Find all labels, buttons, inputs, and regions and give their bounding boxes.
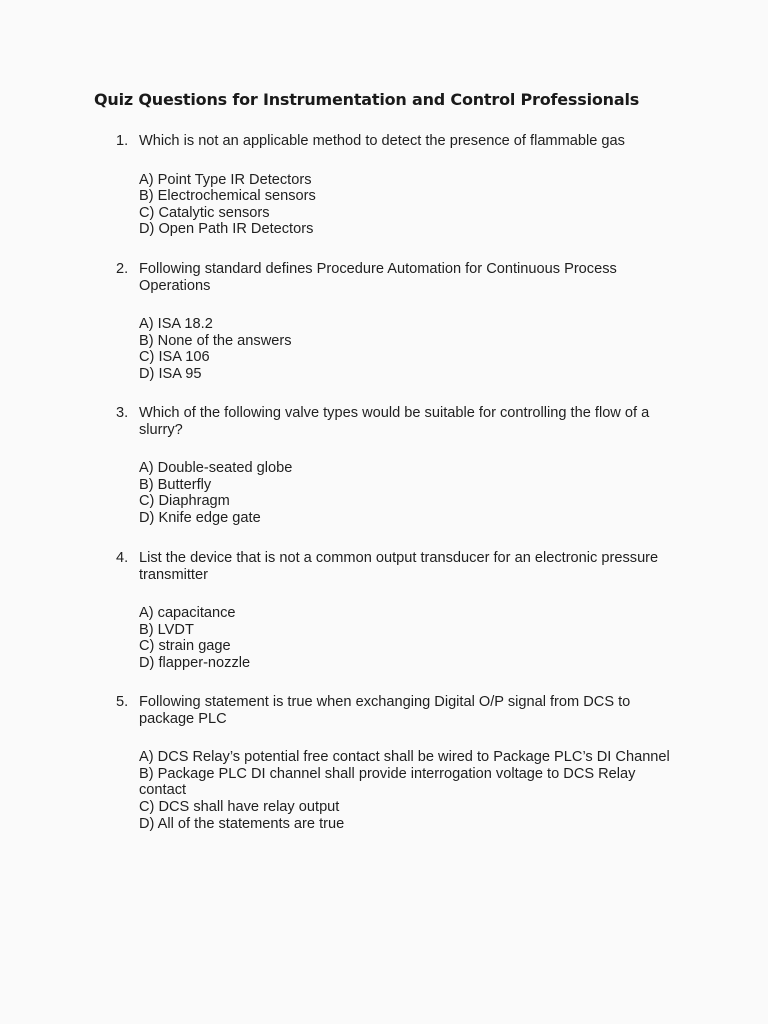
answer-option-a: A) ISA 18.2 [139,316,213,333]
question-header [116,261,676,294]
answer-option-c: C) Diaphragm [139,493,230,510]
question-text: Following statement is true when exchanging Digital O/P signal from DCS to package PLC [139,694,631,727]
question-number: 5. [116,694,129,710]
answer-option-b: B) LVDT [139,621,194,638]
question-number: 3. [116,405,129,421]
answer-options [139,460,676,526]
question-2 [116,261,676,383]
answer-option-b: B) Package PLC DI channel shall provide interrogation voltage to DCS Relay contact [139,765,636,799]
answer-option-a: A) Point Type IR Detectors [139,171,312,188]
answer-option-b: B) Electrochemical sensors [139,188,316,205]
question-header [116,405,676,438]
question-text: Which of the following valve types would be suitable for controlling the flow of a slurry? [139,405,650,438]
answer-option-d: D) Open Path IR Detectors [139,221,314,238]
question-text: List the device that is not a common output transducer for an electronic pressure transmitter [139,550,659,583]
answer-option-a: A) capacitance [139,605,236,622]
question-header [116,550,676,583]
answer-option-a: A) DCS Relay’s potential free contact shall be wired to Package PLC’s DI Channel [139,749,670,766]
question-5 [116,694,676,832]
answer-option-b: B) Butterfly [139,476,212,493]
answer-option-d: D) ISA 95 [139,365,202,382]
answer-option-d: D) All of the statements are true [139,815,345,832]
answer-option-c: C) ISA 106 [139,349,210,366]
question-header [116,694,676,727]
question-3 [116,405,676,527]
answer-option-d: D) flapper-nozzle [139,654,251,671]
question-1 [116,133,676,238]
answer-options [139,316,676,382]
answer-option-b: B) None of the answers [139,332,292,349]
question-number: 2. [116,261,129,277]
question-number: 4. [116,550,129,566]
answer-option-c: C) DCS shall have relay output [139,798,340,815]
answer-option-c: C) Catalytic sensors [139,204,270,221]
document-title: Quiz Questions for Instrumentation and Control Professionals [94,90,640,109]
answer-options [139,605,676,671]
answer-options [139,749,676,832]
answer-options [139,172,676,238]
answer-option-d: D) Knife edge gate [139,509,261,526]
question-text: Following standard defines Procedure Automation for Continuous Process Operations [139,261,617,294]
question-text: Which is not an applicable method to detect the presence of flammable gas [139,133,625,149]
question-4 [116,550,676,672]
answer-option-a: A) Double-seated globe [139,460,293,477]
answer-option-c: C) strain gage [139,638,231,655]
question-number: 1. [116,133,129,149]
question-header [116,133,676,150]
